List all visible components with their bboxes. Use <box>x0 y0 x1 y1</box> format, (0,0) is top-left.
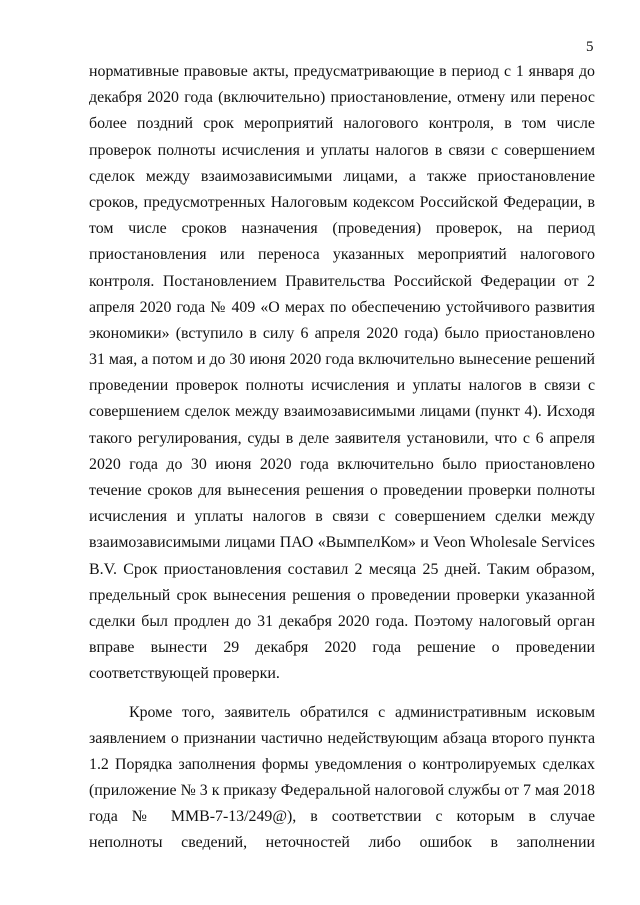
text-line: 31 мая, а потом и до 30 июня 2020 года включительно вынесение решений <box>89 351 595 369</box>
text-line: контроля. Постановлением Правительства Российской Федерации от 2 <box>89 272 595 290</box>
text-line: сделки был продлен до 31 декабря 2020 года. Поэтому налоговый орган <box>89 612 595 630</box>
text-line: приостановления или переноса указанных мероприятий налогового <box>89 246 595 264</box>
text-line: B.V. Срок приостановления составил 2 месяца 25 дней. Таким образом, <box>89 560 595 578</box>
text-line: (приложение № 3 к приказу Федеральной налоговой службы от 7 мая 2018 <box>89 782 595 800</box>
text-line: 2020 года до 30 июня 2020 года включительно было приостановлено <box>89 455 595 473</box>
text-line: предельный срок вынесения решения о проведении проверки указанной <box>89 586 595 604</box>
text-line: взаимозависимыми лицами ПАО «ВымпелКом» и Veon Wholesale Services <box>89 534 595 552</box>
text-line: нормативные правовые акты, предусматривающие в период с 1 января до <box>89 63 595 80</box>
text-line: неполноты сведений, неточностей либо ошибок в заполнении <box>89 834 595 852</box>
text-line: декабря 2020 года (включительно) приостановление, отмену или перенос <box>89 89 595 107</box>
text-line: экономики» (вступило в силу 6 апреля 2020 года) было приостановлено <box>89 324 595 342</box>
text-line: сделок между взаимозависимыми лицами, а также приостановление <box>89 167 595 185</box>
page-number: 5 <box>586 39 594 55</box>
text-line: проверок полноты исчисления и уплаты налогов в связи с совершением <box>89 141 595 159</box>
text-line: 1.2 Порядка заполнения формы уведомления о контролируемых сделках <box>89 755 595 773</box>
paragraph-2 <box>89 700 595 857</box>
text-line: года № ММВ-7-13/249@), в соответствии с которым в случае <box>89 808 595 826</box>
text-line: заявлением о признании частично недействующим абзаца второго пункта <box>89 729 595 747</box>
text-line: том числе сроков назначения (проведения) проверок, на период <box>89 220 595 238</box>
text-line: Кроме того, заявитель обратился с административным исковым <box>129 703 595 721</box>
text-line: исчисления и уплаты налогов в связи с совершением сделки между <box>89 508 595 526</box>
text-line: проведении проверок полноты исчисления и уплаты налогов в связи с <box>89 377 595 395</box>
text-line: апреля 2020 года № 409 «О мерах по обеспечению устойчивого развития <box>89 298 595 316</box>
document-body <box>89 59 595 857</box>
text-line: сроков, предусмотренных Налоговым кодексом Российской Федерации, в <box>89 193 595 211</box>
text-line: такого регулирования, суды в деле заявителя установили, что с 6 апреля <box>89 429 595 447</box>
text-line: вправе вынести 29 декабря 2020 года решение о проведении <box>89 639 595 657</box>
paragraph-1 <box>89 59 595 688</box>
text-line: соответствующей проверки. <box>89 665 280 683</box>
text-line: совершением сделок между взаимозависимыми лицами (пункт 4). Исходя <box>89 403 595 421</box>
paragraph-spacing <box>89 688 595 700</box>
text-line: течение сроков для вынесения решения о проведении проверки полноты <box>89 482 595 499</box>
text-line: более поздний срок мероприятий налогового контроля, в том числе <box>89 115 595 133</box>
